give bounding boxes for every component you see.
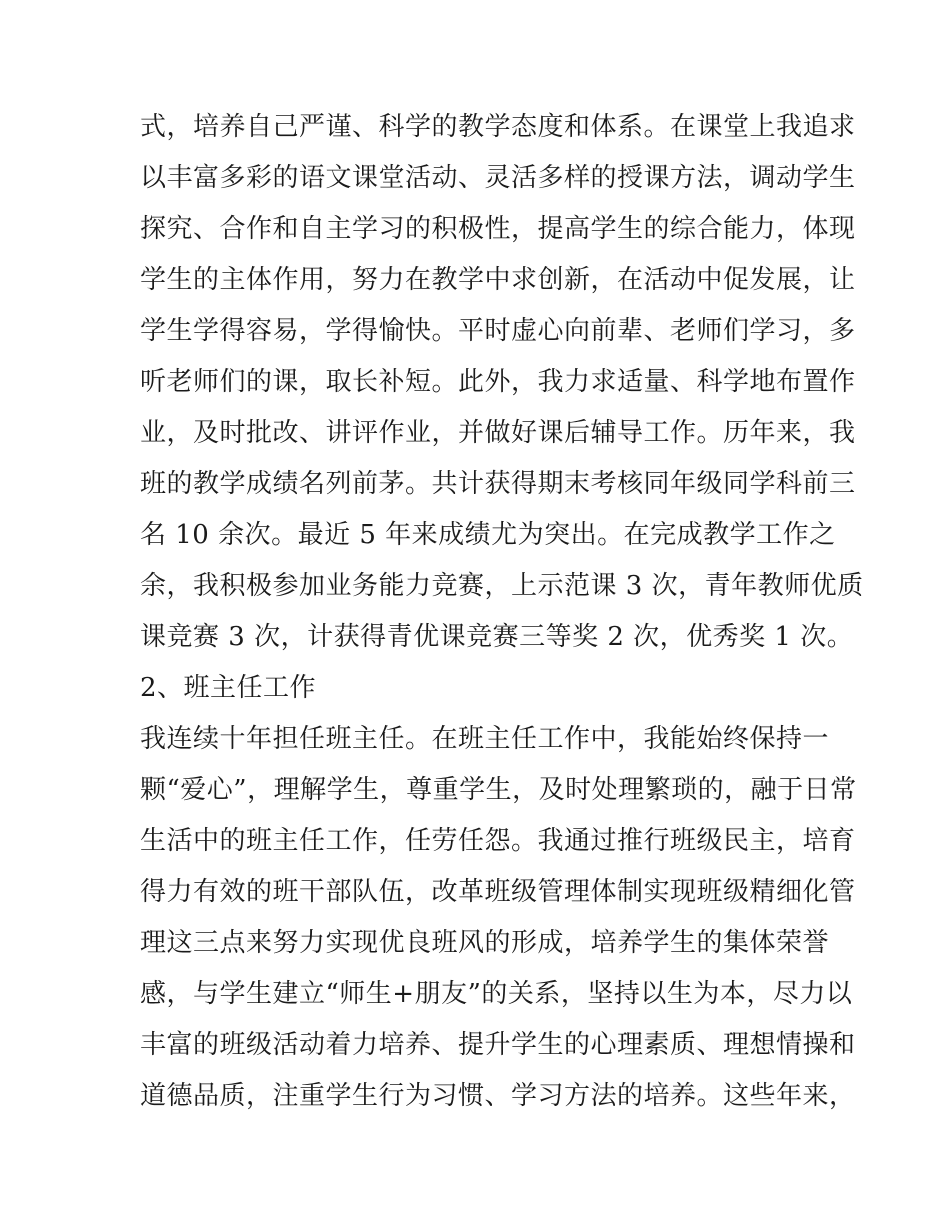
paragraph-line: 听老师们的课，取长补短。此外，我力求适量、科学地布置作 <box>140 367 856 397</box>
paragraph-line: 理这三点来努力实现优良班风的形成，培养学生的集体荣誉 <box>140 928 830 958</box>
paragraph-line: 名 10 余次。最近 5 年来成绩尤为突出。在完成教学工作之 <box>140 520 836 550</box>
paragraph-line: 我连续十年担任班主任。在班主任工作中，我能始终保持一 <box>140 724 830 754</box>
paragraph-line: 生活中的班主任工作，任劳任怨。我通过推行班级民主，培育 <box>140 826 856 856</box>
paragraph-line: 颗“爱心”，理解学生，尊重学生，及时处理繁琐的，融于日常 <box>140 775 857 805</box>
paragraph-line: 班的教学成绩名列前茅。共计获得期末考核同年级同学科前三 <box>140 469 856 499</box>
paragraph-line: 感，与学生建立“师生+朋友”的关系，坚持以生为本，尽力以 <box>140 979 853 1009</box>
paragraph-line: 探究、合作和自主学习的积极性，提高学生的综合能力，体现 <box>140 214 856 244</box>
paragraph-line: 课竞赛 3 次，计获得青优课竞赛三等奖 2 次，优秀奖 1 次。 <box>140 622 854 652</box>
paragraph-line: 业，及时批改、讲评作业，并做好课后辅导工作。历年来，我 <box>140 418 856 448</box>
paragraph-line: 学生的主体作用，努力在教学中求创新，在活动中促发展，让 <box>140 265 856 295</box>
paragraph-line: 得力有效的班干部队伍，改革班级管理体制实现班级精细化管 <box>140 877 856 907</box>
paragraph-line: 丰富的班级活动着力培养、提升学生的心理素质、理想情操和 <box>140 1030 856 1060</box>
paragraph-line: 余，我积极参加业务能力竞赛，上示范课 3 次，青年教师优质 <box>140 571 864 601</box>
paragraph-line: 式，培养自己严谨、科学的教学态度和体系。在课堂上我追求 <box>140 112 856 142</box>
section-heading: 2、班主任工作 <box>140 673 317 703</box>
paragraph-line: 道德品质，注重学生行为习惯、学习方法的培养。这些年来， <box>140 1081 856 1111</box>
paragraph-line: 以丰富多彩的语文课堂活动、灵活多样的授课方法，调动学生 <box>140 163 856 193</box>
paragraph-line: 学生学得容易，学得愉快。平时虚心向前辈、老师们学习，多 <box>140 316 856 346</box>
